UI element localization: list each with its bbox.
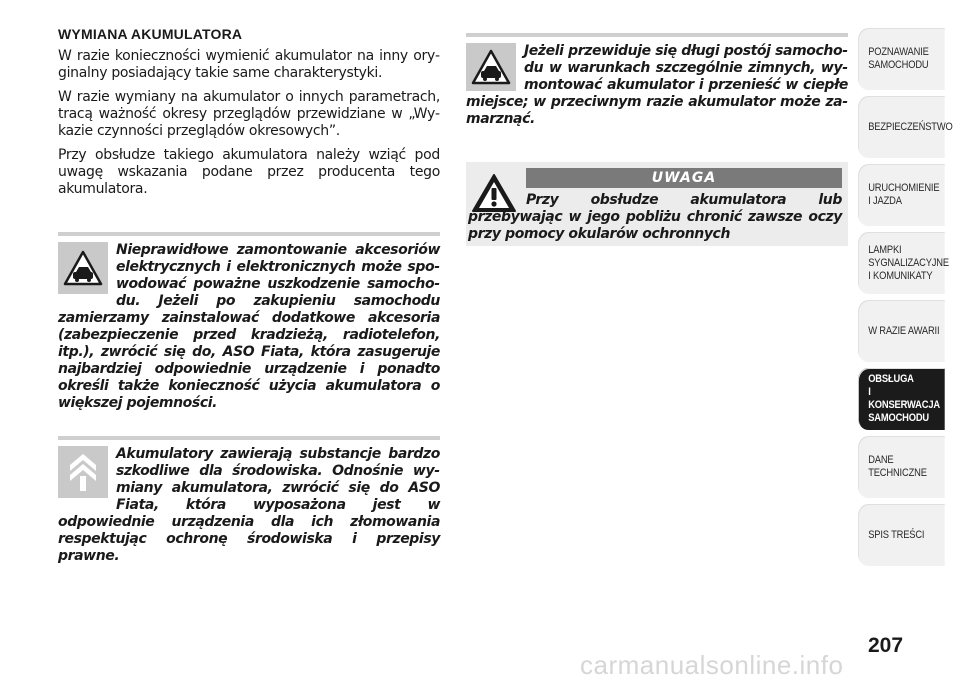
tab-dane[interactable]: DANE TECHNICZNE [858,436,945,498]
tab-lampki[interactable]: LAMPKI SYGNALIZACYJNE I KOMUNIKATY [858,232,945,294]
warning-box [466,162,848,246]
note-accessories-text: Nieprawidłowe zamontowanie akcesoriów elektrycznych i elektronicznych może spowodować poważne uszkodzenie samochodu. Jeżeli po zakupieniu samochodu zamierzamy zainstalować dodatkowe akcesoria (zabezpieczenie przed kradzieżą, radiotelefon, itp.), zwrócić się do, ASO Fiata, która zasugeruje najbardziej odpowiednie urządzenie i ponadto określi także konieczność użycia akumulatora o większej pojemności. [58,242,440,411]
page-number: 207 [868,634,904,657]
car-warning-triangle-icon [466,43,516,91]
paragraph-replacement: W razie konieczności wymienić akumulator na inny oryginalny posiadający takie same charakterystyki. [58,48,440,81]
tab-uruchomienie[interactable]: URUCHOMIENIE I JAZDA [858,164,945,226]
paragraph-other-parameters: W razie wymiany na akumulator o innych parametrach, tracą ważność okresy przeglądów przewidziane w „Wykazie czynności przeglądów okresowych”. [58,89,440,139]
tab-awarie[interactable]: W RAZIE AWARII [858,300,945,362]
recycle-chevron-icon [58,446,108,498]
paragraph-manufacturer: Przy obsłudze takiego akumulatora należy wziąć pod uwagę wskazania podane przez producenta tego akumulatora. [58,147,440,197]
note-environment-text: Akumulatory zawierają substancje bardzo szkodliwe dla środowiska. Odnośnie wymiany akumulatora, zwrócić się do ASO Fiata, która wyposażona jest w odpowiednie urządzenia dla ich złomowania respektując ochronę środowiska i przepisy prawne. [58,446,440,564]
note-divider [466,33,848,37]
warning-header: UWAGA [526,168,842,188]
car-warning-triangle-icon [58,242,108,294]
left-column [58,26,440,205]
warning-text: Przy obsłudze akumulatora lub przebywając w jego pobliżu chronić zawsze oczy przy pomocy okularów ochronnych [468,192,842,242]
note-environment [58,436,440,565]
tab-poznawanie[interactable]: POZNAWANIE SAMOCHODU [858,28,945,90]
note-divider [58,436,440,440]
chapter-tabs [858,28,960,572]
section-heading: WYMIANA AKUMULATORA [58,26,243,42]
note-accessories [58,232,440,412]
tab-obsluga[interactable]: OBSŁUGA I KONSERWACJA SAMOCHODU [858,368,945,430]
note-divider [58,232,440,236]
tab-spis[interactable]: SPIS TREŚCI [858,504,945,566]
note-parking [466,33,848,128]
note-parking-text: Jeżeli przewiduje się długi postój samochodu w warunkach szczególnie zimnych, wymontować akumulator i przenieść w ciepłe miejsce; w przeciwnym razie akumulator może zamarznąć. [466,43,848,127]
tab-bezpieczenstwo[interactable]: BEZPIECZEŃSTWO [858,96,945,158]
watermark: carmanualsonline.info [580,650,844,680]
